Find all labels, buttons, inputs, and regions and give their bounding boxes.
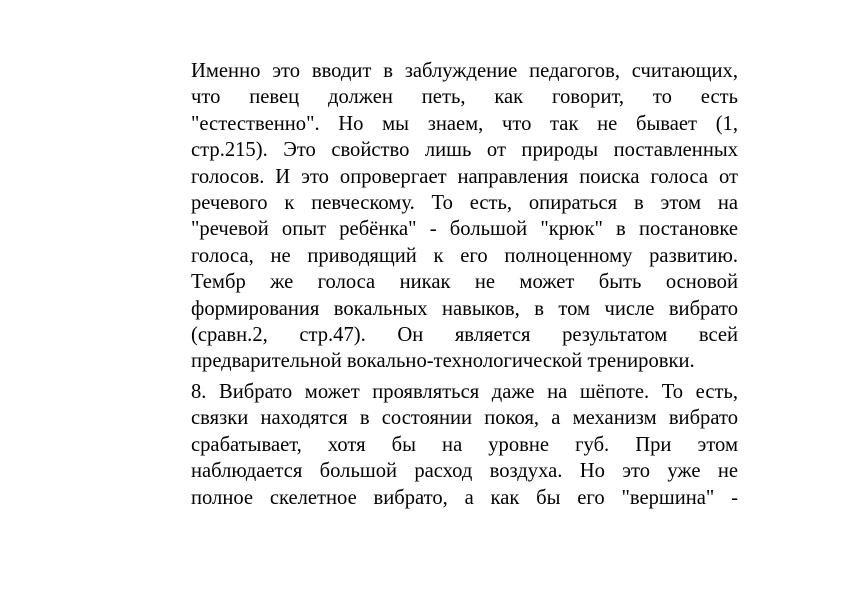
text-line: Именно это вводит в заблуждение педагогов, считающих, bbox=[191, 60, 738, 82]
text-line: "речевой опыт ребёнка" - большой "крюк" в постановке bbox=[191, 218, 738, 241]
text-line: речевого к певческому. То есть, опираться в этом на bbox=[191, 192, 738, 215]
text-line: (сравн.2, стр.47). Он является результатом всей bbox=[191, 324, 738, 347]
text-line: наблюдается большой расход воздуха. Но это уже не bbox=[191, 460, 738, 483]
text-line: 8. Вибрато может проявляться даже на шёпоте. То есть, bbox=[191, 380, 738, 403]
text-line: связки находятся в состоянии покоя, а механизм вибрато bbox=[191, 407, 738, 430]
text-line: стр.215). Это свойство лишь от природы поставленных bbox=[191, 139, 738, 162]
text-line: предварительной вокально-технологической тренировки. bbox=[191, 350, 695, 373]
paragraph bbox=[191, 58, 738, 375]
text-line: голоса, не приводящий к его полноценному развитию. bbox=[191, 244, 738, 267]
text-line: "естественно". Но мы знаем, что так не бывает (1, bbox=[191, 112, 738, 135]
text-line: голосов. И это опровергает направления поиска голоса от bbox=[191, 165, 738, 188]
text-line: Тембр же голоса никак не может быть основой bbox=[191, 271, 738, 294]
body-text bbox=[191, 58, 738, 511]
text-line: что певец должен петь, как говорит, то есть bbox=[191, 86, 738, 109]
text-line: срабатывает, хотя бы на уровне губ. При этом bbox=[191, 433, 738, 456]
text-line: полное скелетное вибрато, а как бы его "вершина" - bbox=[191, 486, 738, 509]
text-line: формирования вокальных навыков, в том числе вибрато bbox=[191, 297, 738, 320]
paragraph bbox=[191, 379, 738, 511]
